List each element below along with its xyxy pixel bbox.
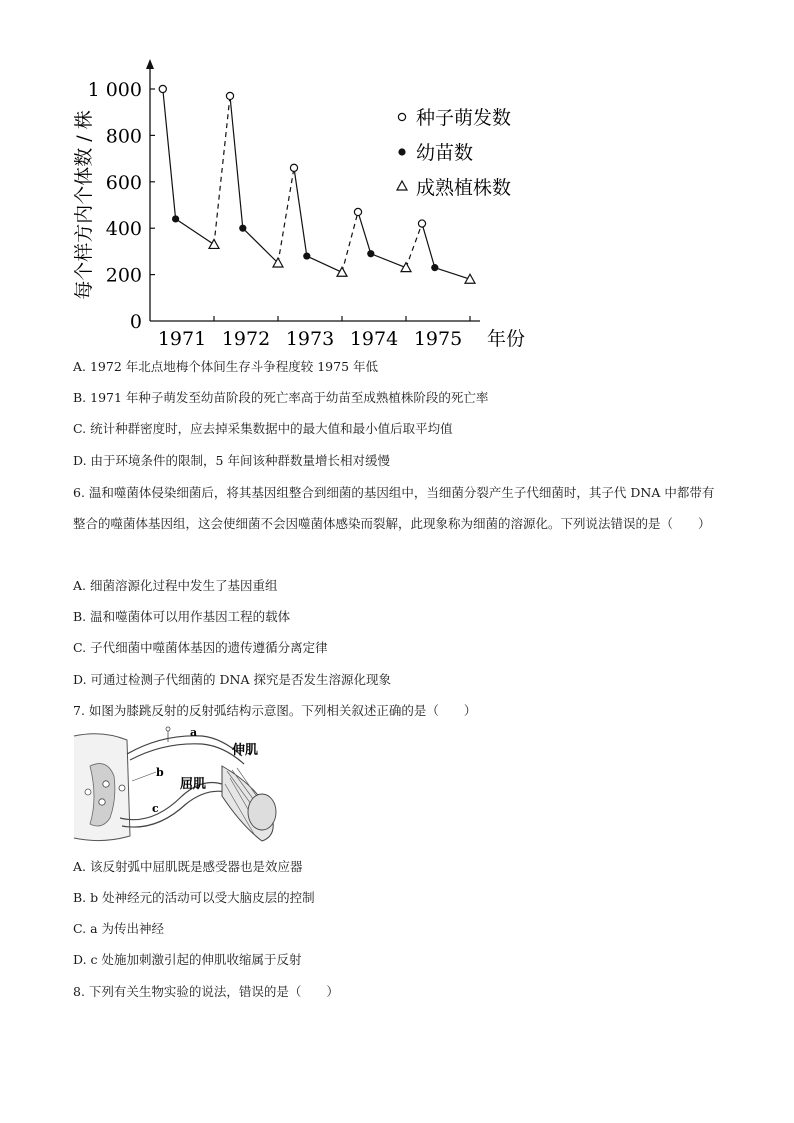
y-tick-label: 400 [105,218,142,241]
seedling-point [431,264,438,271]
q5-option-c: C. 统计种群密度时，应去掉采集数据中的最大值和最小值后取平均值 [73,421,453,436]
legend-label-seedling: 幼苗数 [416,142,474,164]
x-tick-label: 1975 [413,328,463,350]
mature-plant-point [209,239,219,248]
seedling-to-mature-line [176,219,214,245]
diagram-label-extensor: 伸肌 [232,743,259,758]
seed-to-seedling-line [358,212,371,254]
y-axis-arrow [146,59,154,69]
seed-germination-point [418,220,425,227]
seed-germination-point [226,92,233,99]
seed-germination-point [290,164,297,171]
legend-label-mature: 成熟植株数 [416,177,512,199]
q5-option-d: D. 由于环境条件的限制，5 年间该种群数量增长相对缓慢 [73,453,390,468]
q7-option-d: D. c 处施加刺激引起的伸肌收缩属于反射 [73,952,302,967]
q5-option-a: A. 1972 年北点地梅个体间生存斗争程度较 1975 年低 [73,359,379,374]
x-tick-label: 1973 [285,328,335,350]
chart-ticks [88,79,470,350]
q8-stem: 8. 下列有关生物实验的说法，错误的是（ ） [73,984,339,999]
y-tick-label: 200 [105,264,142,287]
diagram-label-b: b [156,766,164,779]
population-line-chart [60,55,540,355]
y-tick-label: 1 000 [87,79,142,101]
seedling-point [367,250,374,257]
reflex-arc-diagram [72,726,292,848]
legend-marker-seed [398,113,405,120]
y-tick-label: 0 [129,311,142,333]
y-axis-label: 每个样方内个体数 / 株 [73,110,95,300]
mature-to-seed-dashed-line [214,96,230,244]
seed-to-seedling-line [163,89,176,219]
x-tick-label: 1971 [157,328,207,350]
seed-germination-point [354,208,361,215]
x-tick-label: 1974 [349,328,399,350]
y-tick-label: 600 [105,171,142,194]
x-tick-label: 1972 [221,328,271,350]
q7-option-a: A. 该反射弧中屈肌既是感受器也是效应器 [73,859,303,874]
x-axis-label: 年份 [487,328,526,350]
q6-stem: 6. 温和噬菌体侵染细菌后，将其基因组整合到细菌的基因组中，当细菌分裂产生子代细菌时，其子代 DNA 中都带有整合的噬菌体基因组，这会使细菌不会因噬菌体感染而裂解，此现象称为细菌的溶源化。下列说法错误的是（ ） [73,485,715,531]
seed-germination-point [159,85,166,92]
q7-option-b: B. b 处神经元的活动可以受大脑皮层的控制 [73,890,315,905]
mature-to-seed-dashed-line [278,168,294,263]
diagram-label-a: a [190,726,198,739]
seed-to-seedling-line [422,224,435,268]
seedling-point [172,215,179,222]
q5-option-b: B. 1971 年种子萌发至幼苗阶段的死亡率高于幼苗至成熟植株阶段的死亡率 [73,390,489,405]
y-tick-label: 800 [105,125,142,148]
seedling-point [239,225,246,232]
q6-option-a: A. 细菌溶源化过程中发生了基因重组 [73,578,278,593]
seedling-to-mature-line [371,254,406,268]
mature-plant-point [337,267,347,276]
mature-to-seed-dashed-line [406,224,422,268]
mature-to-seed-dashed-line [342,212,358,272]
seedling-to-mature-line [435,268,470,280]
q7-stem: 7. 如图为膝跳反射的反射弧结构示意图。下列相关叙述正确的是（ ） [73,703,477,718]
q6-option-c: C. 子代细菌中噬菌体基因的遗传遵循分离定律 [73,640,328,655]
seed-to-seedling-line [294,168,307,256]
q7-option-c: C. a 为传出神经 [73,921,164,936]
legend-marker-mature [397,181,407,190]
mature-plant-point [465,274,475,283]
seedling-to-mature-line [307,256,342,272]
seedling-point [303,252,310,259]
q6-option-d: D. 可通过检测子代细菌的 DNA 探究是否发生溶源化现象 [73,672,391,687]
q6-option-b: B. 温和噬菌体可以用作基因工程的载体 [73,609,291,624]
legend-marker-seedling [398,148,405,155]
seedling-to-mature-line [243,228,278,263]
seed-to-seedling-line [230,96,243,228]
chart-legend [397,107,511,199]
diagram-label-c: c [152,802,159,815]
legend-label-seed: 种子萌发数 [416,107,512,129]
mature-plant-point [401,263,411,272]
diagram-label-flexor: 屈肌 [180,777,207,792]
